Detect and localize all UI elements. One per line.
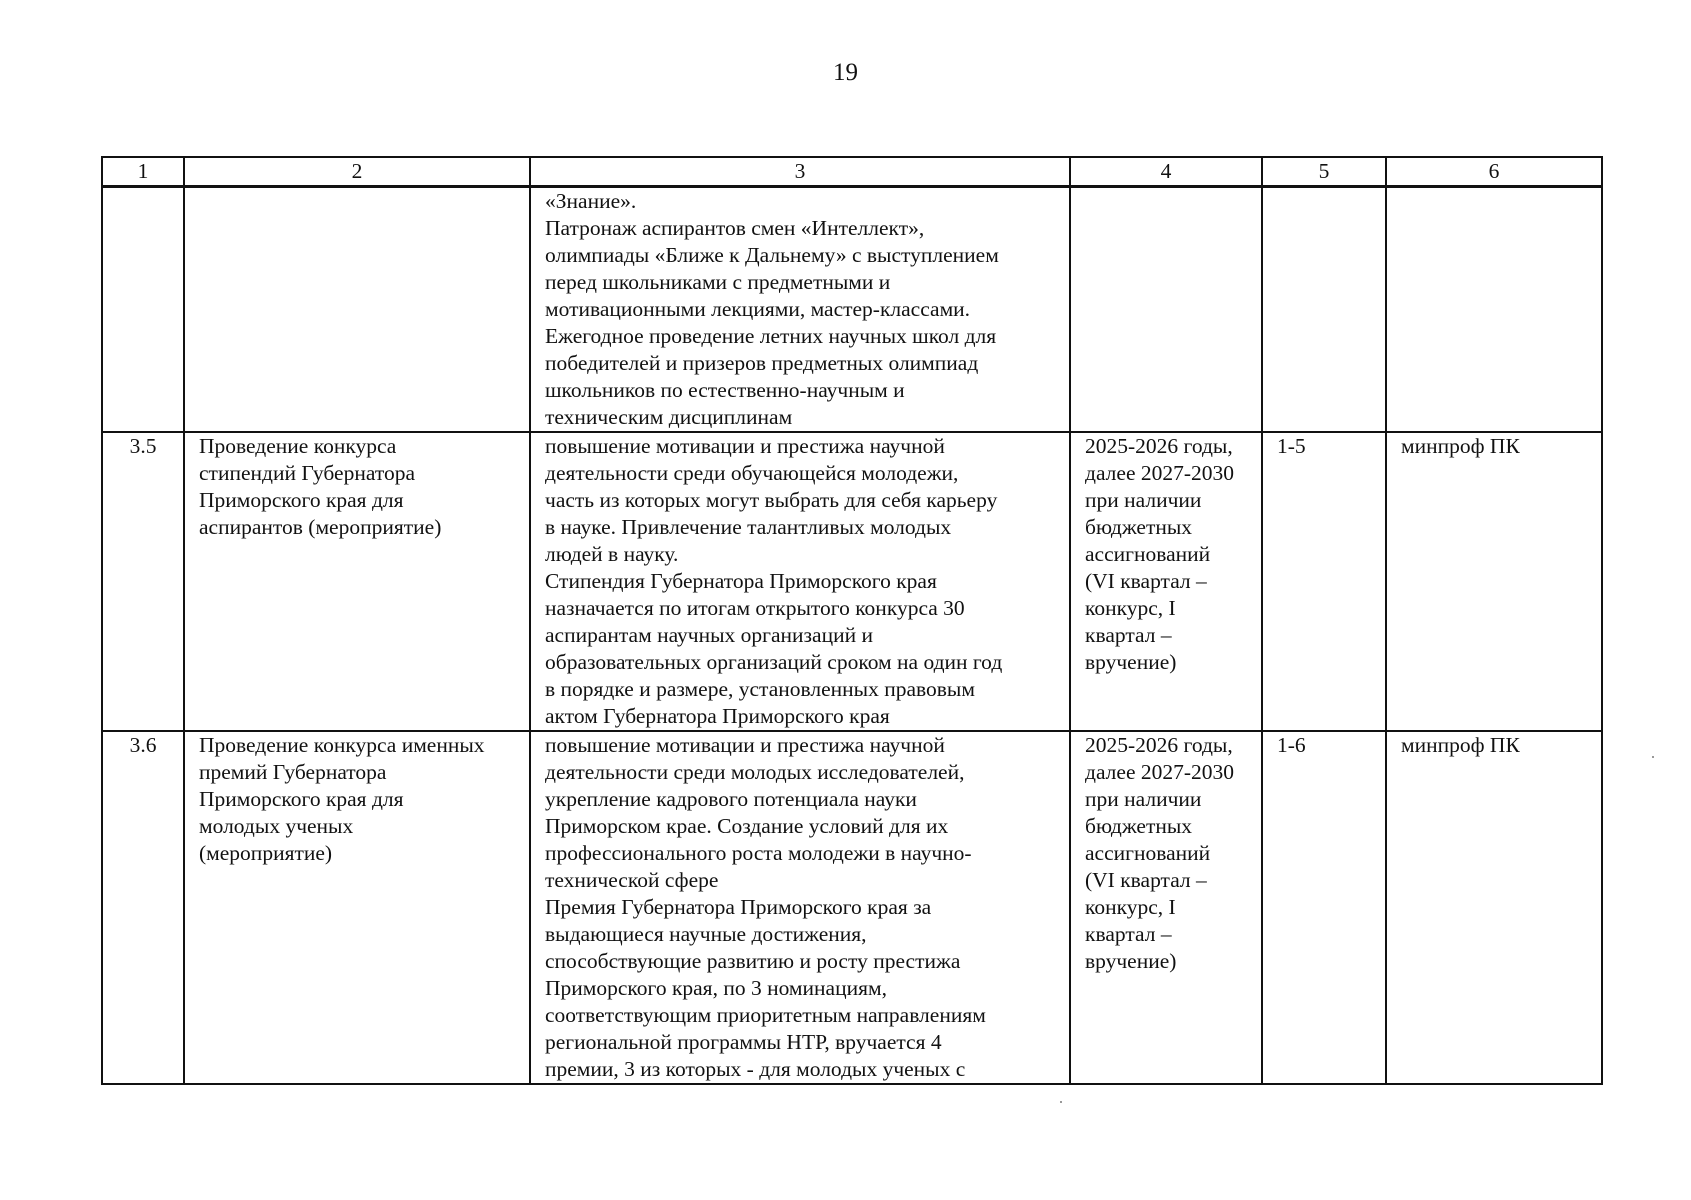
text-line: Ежегодное проведение летних научных школ для — [545, 324, 997, 348]
text-line: квартал – — [1085, 623, 1172, 647]
page-number: 19 — [833, 59, 858, 86]
table-header-row — [102, 157, 1602, 187]
cell-description — [530, 731, 1070, 1084]
text-line: ассигнований — [1085, 542, 1211, 566]
cell-description — [530, 432, 1070, 731]
cell-name — [184, 432, 530, 731]
text-line: Приморского края для — [199, 488, 404, 512]
text-line: молодых ученых — [199, 814, 354, 838]
text-line: «Знание». — [545, 189, 637, 213]
text-line: Приморского края для — [199, 787, 404, 811]
table-row — [102, 187, 1602, 433]
text-line: способствующие развитию и росту престижа — [545, 949, 961, 973]
text-line: укрепление кадрового потенциала науки — [545, 787, 917, 811]
text-line: профессионального роста молодежи в научно- — [545, 841, 972, 865]
text-line: 2025-2026 годы, — [1085, 733, 1233, 757]
text-line: Приморском крае. Создание условий для их — [545, 814, 949, 838]
text-line: соответствующим приоритетным направлениям — [545, 1003, 986, 1027]
column-header: 6 — [1386, 157, 1602, 187]
text-line: конкурс, I — [1085, 596, 1176, 620]
text-line: актом Губернатора Приморского края — [545, 704, 890, 728]
text-line: перед школьниками с предметными и — [545, 270, 891, 294]
scan-speck — [1652, 756, 1654, 758]
text-line: премии, 3 из которых - для молодых ученых с — [545, 1057, 966, 1081]
text-line: Проведение конкурса — [199, 434, 397, 458]
cell-period — [1070, 432, 1262, 731]
text-line: Патронаж аспирантов смен «Интеллект», — [545, 216, 925, 240]
cell-name — [184, 187, 530, 433]
text-line: Стипендия Губернатора Приморского края — [545, 569, 937, 593]
text-line: ассигнований — [1085, 841, 1211, 865]
cell-number: 3.6 — [102, 731, 184, 1084]
text-line: технической сфере — [545, 868, 719, 892]
text-line: техническим дисциплинам — [545, 405, 793, 429]
cell-number: 3.5 — [102, 432, 184, 731]
text-line: бюджетных — [1085, 515, 1193, 539]
text-line: при наличии — [1085, 488, 1202, 512]
text-line: бюджетных — [1085, 814, 1193, 838]
cell-responsible: минпроф ПК — [1386, 731, 1602, 1084]
text-line: Премия Губернатора Приморского края за — [545, 895, 932, 919]
column-header: 5 — [1262, 157, 1386, 187]
column-header: 2 — [184, 157, 530, 187]
text-line: в науке. Привлечение талантливых молодых — [545, 515, 952, 539]
text-line: при наличии — [1085, 787, 1202, 811]
text-line: олимпиады «Ближе к Дальнему» с выступлением — [545, 243, 999, 267]
cell-description — [530, 187, 1070, 433]
text-line: победителей и призеров предметных олимпиад — [545, 351, 979, 375]
text-line: 2025-2026 годы, — [1085, 434, 1233, 458]
cell-responsible: минпроф ПК — [1386, 432, 1602, 731]
text-line: (VI квартал – — [1085, 868, 1207, 892]
text-line: школьников по естественно-научным и — [545, 378, 905, 402]
text-line: стипендий Губернатора — [199, 461, 415, 485]
text-line: (VI квартал – — [1085, 569, 1207, 593]
text-line: деятельности среди молодых исследователей, — [545, 760, 965, 784]
text-line: региональной программы НТР, вручается 4 — [545, 1030, 942, 1054]
cell-code — [1262, 187, 1386, 433]
table-row — [102, 731, 1602, 1084]
cell-responsible — [1386, 187, 1602, 433]
scan-speck — [1060, 1101, 1062, 1103]
text-line: Приморского края, по 3 номинациям, — [545, 976, 887, 1000]
cell-code: 1-5 — [1262, 432, 1386, 731]
plan-table — [101, 156, 1603, 1085]
text-line: конкурс, I — [1085, 895, 1176, 919]
text-line: повышение мотивации и престижа научной — [545, 733, 945, 757]
text-line: в порядке и размере, установленных правовым — [545, 677, 975, 701]
text-line: далее 2027-2030 — [1085, 760, 1235, 784]
text-line: людей в науку. — [545, 542, 679, 566]
text-line: далее 2027-2030 — [1085, 461, 1235, 485]
text-line: мотивационными лекциями, мастер-классами. — [545, 297, 971, 321]
table-row — [102, 432, 1602, 731]
text-line: Проведение конкурса именных — [199, 733, 485, 757]
text-line: (мероприятие) — [199, 841, 333, 865]
text-line: вручение) — [1085, 650, 1177, 674]
text-line: вручение) — [1085, 949, 1177, 973]
cell-name — [184, 731, 530, 1084]
cell-period — [1070, 187, 1262, 433]
text-line: образовательных организаций сроком на один год — [545, 650, 1003, 674]
text-line: премий Губернатора — [199, 760, 387, 784]
text-line: аспирантам научных организаций и — [545, 623, 873, 647]
text-line: часть из которых могут выбрать для себя карьеру — [545, 488, 998, 512]
text-line: выдающиеся научные достижения, — [545, 922, 867, 946]
text-line: деятельности среди обучающейся молодежи, — [545, 461, 959, 485]
text-line: квартал – — [1085, 922, 1172, 946]
column-header: 4 — [1070, 157, 1262, 187]
column-header: 1 — [102, 157, 184, 187]
text-line: аспирантов (мероприятие) — [199, 515, 442, 539]
text-line: назначается по итогам открытого конкурса 30 — [545, 596, 965, 620]
cell-number — [102, 187, 184, 433]
cell-code: 1-6 — [1262, 731, 1386, 1084]
cell-period — [1070, 731, 1262, 1084]
text-line: повышение мотивации и престижа научной — [545, 434, 945, 458]
column-header: 3 — [530, 157, 1070, 187]
